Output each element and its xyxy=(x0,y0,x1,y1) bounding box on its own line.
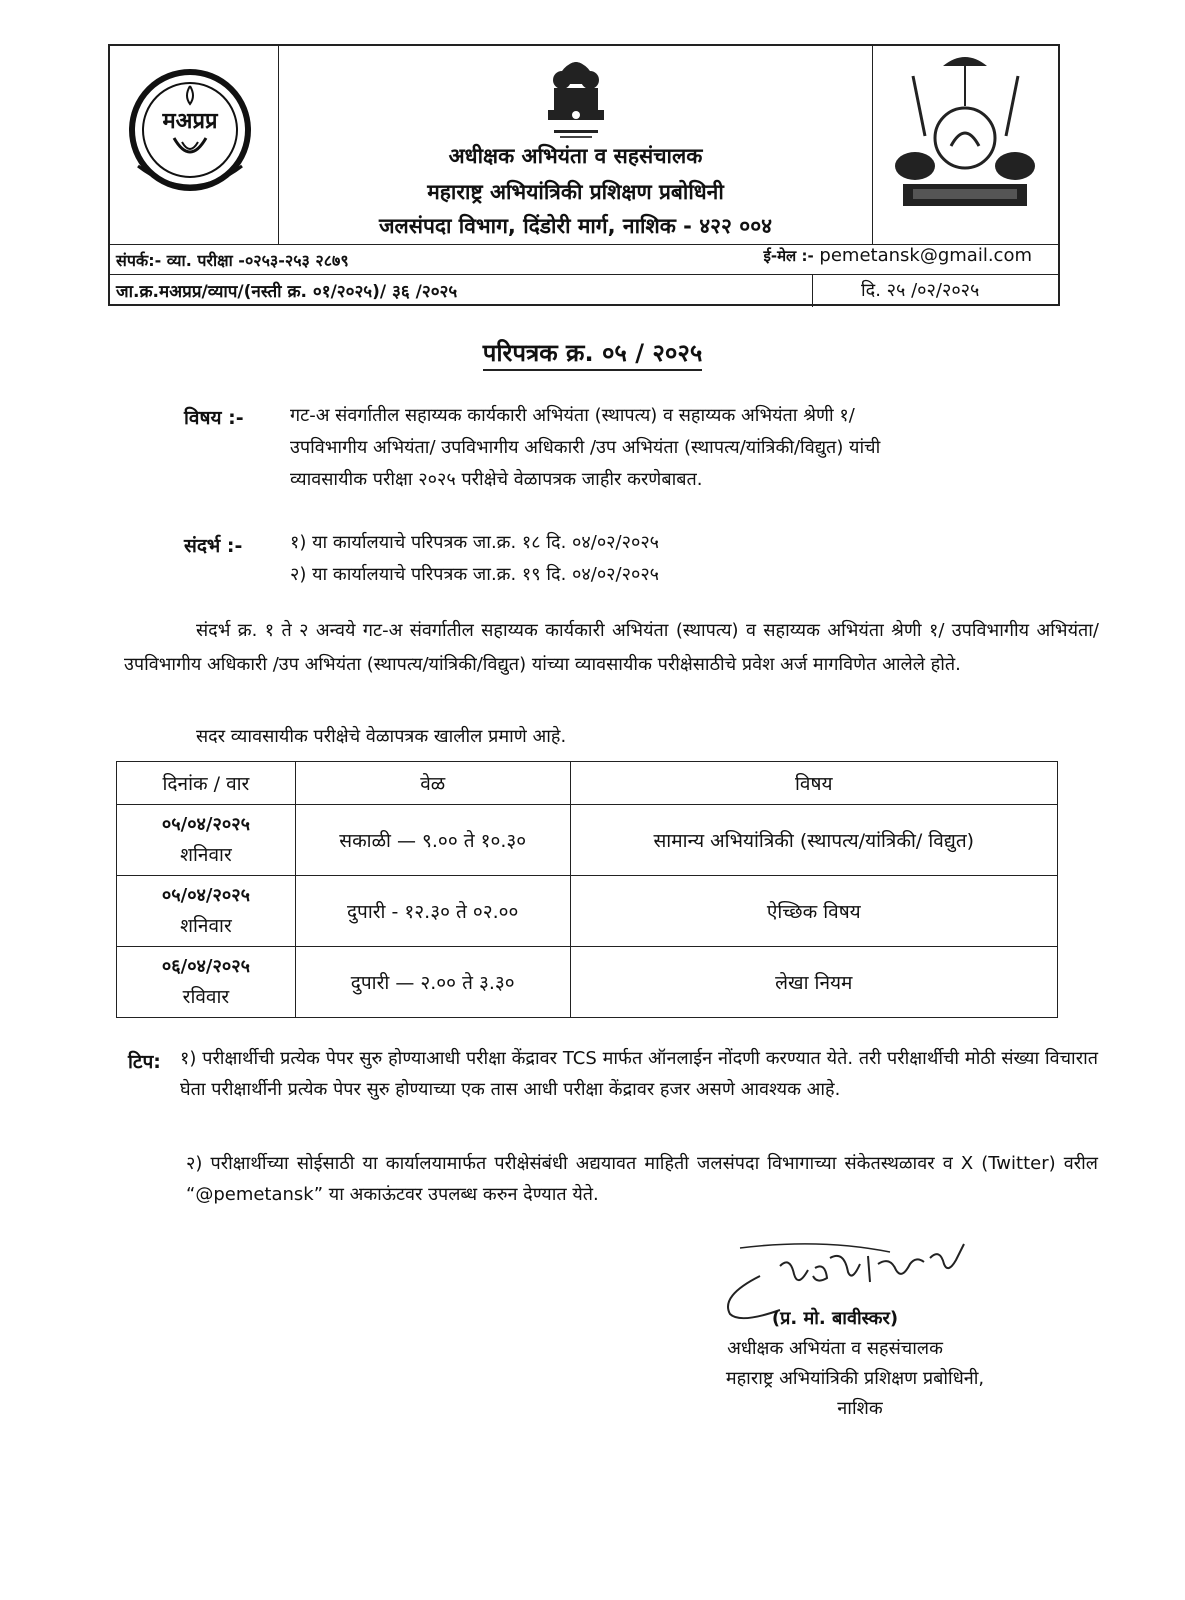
body-paragraph-1 xyxy=(124,614,1099,682)
note-label: टिप: xyxy=(128,1051,161,1073)
signatory-name: (प्र. मो. बावीस्कर) xyxy=(771,1308,899,1329)
letterhead-center xyxy=(278,46,873,244)
date-day-cell xyxy=(117,947,296,1018)
ashoka-emblem-icon xyxy=(526,50,626,144)
note-1: १) परीक्षार्थीची प्रत्येक पेपर सुरु होण्याआधी परीक्षा केंद्रावर TCS मार्फत ऑनलाईन नोंदणी करण्यात येते. तरी परीक्षार्थीची मोठी संख्या विचारात घेता परीक्षार्थीनी प्रत्येक पेपर सुरु होण्याच्या एक तास आधी परीक्षा केंद्रावर हजर असणे आवश्यक आहे. xyxy=(180,1048,1098,1100)
exam-time: सकाळी — ९.०० ते १०.३० xyxy=(295,805,570,876)
circular-title xyxy=(0,336,1185,369)
exam-day: शनिवार xyxy=(180,844,232,866)
exam-subject: सामान्य अभियांत्रिकी (स्थापत्य/यांत्रिकी/ विद्युत) xyxy=(570,805,1057,876)
exam-time: दुपारी - १२.३० ते ०२.०० xyxy=(295,876,570,947)
royal-seal-icon xyxy=(873,46,1058,244)
contact-email-row xyxy=(764,245,1033,266)
exam-day: रविवार xyxy=(182,986,230,1008)
table-row xyxy=(117,947,1058,1018)
table-row xyxy=(117,805,1058,876)
contact-phone: संपर्क:- व्या. परीक्षा -०२५३-२५३ २८७९ xyxy=(116,251,349,270)
exam-time: दुपारी — २.०० ते ३.३० xyxy=(295,947,570,1018)
exam-date: ०५/०४/२०२५ xyxy=(161,885,250,906)
right-logo-cell xyxy=(872,46,1058,244)
exam-subject: लेखा नियम xyxy=(570,947,1057,1018)
note-2: २) परीक्षार्थीच्या सोईसाठी या कार्यालयामार्फत परीक्षेसंबंधी अद्ययावत माहिती जलसंपदा विभागाच्या संकेतस्थळावर व X (Twitter) वरील “@pemetansk” या अकाऊंटवर उपलब्ध करुन देण्यात येते. xyxy=(186,1153,1098,1205)
letterhead-title-line3: जलसंपदा विभाग, दिंडोरी मार्ग, नाशिक - ४२२ ००४ xyxy=(378,214,773,238)
issue-date: दि. २५ /०२/२०२५ xyxy=(861,280,980,301)
exam-day: शनिवार xyxy=(180,915,232,937)
exam-subject: ऐच्छिक विषय xyxy=(570,876,1057,947)
body-paragraph-2: सदर व्यावसायीक परीक्षेचे वेळापत्रक खालील प्रमाणे आहे. xyxy=(196,726,567,747)
letterhead-title-line2: महाराष्ट्र अभियांत्रिकी प्रशिक्षण प्रबोधिनी xyxy=(427,180,724,204)
header-time: वेळ xyxy=(295,762,570,805)
circular-title-text: परिपत्रक क्र. ०५ / २०२५ xyxy=(483,339,703,371)
date-day-cell xyxy=(117,805,296,876)
letterhead-title-line1: अधीक्षक अभियंता व सहसंचालक xyxy=(448,144,703,168)
reference-label: संदर्भ :- xyxy=(184,535,243,557)
signatory-place: नाशिक xyxy=(837,1398,883,1419)
reference-item: २) या कार्यालयाचे परिपत्रक जा.क्र. १९ दि. ०४/०२/२०२५ xyxy=(290,564,660,585)
email-address[interactable]: pemetansk@gmail.com xyxy=(819,245,1032,266)
svg-text:मअप्रप्र: मअप्रप्र xyxy=(162,109,218,134)
header-date-day: दिनांक / वार xyxy=(117,762,296,805)
exam-schedule-table xyxy=(116,761,1058,1018)
subject-line: उपविभागीय अभियंता/ उपविभागीय अधिकारी /उप अभियंता (स्थापत्य/यांत्रिकी/विद्युत) यांची xyxy=(290,437,881,458)
signatory-designation: अधीक्षक अभियंता व सहसंचालक xyxy=(727,1338,943,1359)
table-header-row xyxy=(117,762,1058,805)
maprp-logo-icon xyxy=(110,46,278,244)
signatory-organization: महाराष्ट्र अभियांत्रिकी प्रशिक्षण प्रबोधिनी, xyxy=(725,1368,985,1389)
body-paragraph-1-lead: संदर्भ क्र. १ ते २ अन्वये गट-अ संवर्गातील सहाय्यक कार्यकारी अभियंता (स्थापत्य) व सहाय्यक अभियंता श्रेणी १/ xyxy=(196,620,945,641)
body-paragraph-1-rest: उपविभागीय अभियंता/ उपविभागीय अधिकारी /उप अभियंता (स्थापत्य/यांत्रिकी/विद्युत) यांच्या व्यावसायीक परीक्षेसाठीचे प्रवेश अर्ज मागविणेत आलेले होते. xyxy=(124,620,1099,675)
email-label: ई-मेल :- xyxy=(763,247,814,265)
table-row xyxy=(117,876,1058,947)
reference-item: १) या कार्यालयाचे परिपत्रक जा.क्र. १८ दि. ०४/०२/२०२५ xyxy=(290,532,660,553)
reference-number: जा.क्र.मअप्रप्र/व्याप/(नस्ती क्र. ०१/२०२५)/ ३६ /२०२५ xyxy=(116,282,458,302)
header-subject: विषय xyxy=(570,762,1057,805)
subject-line: गट-अ संवर्गातील सहाय्यक कार्यकारी अभियंता (स्थापत्य) व सहाय्यक अभियंता श्रेणी १/ xyxy=(290,405,855,426)
letterhead xyxy=(108,44,1060,306)
exam-date: ०५/०४/२०२५ xyxy=(161,814,250,835)
subject-line: व्यावसायीक परीक्षा २०२५ परीक्षेचे वेळापत्रक जाहीर करणेबाबत. xyxy=(290,469,703,490)
contact-row xyxy=(110,244,1058,275)
exam-date: ०६/०४/२०२५ xyxy=(161,956,250,977)
date-day-cell xyxy=(117,876,296,947)
date-cell xyxy=(812,275,1058,307)
subject-label: विषय :- xyxy=(184,407,244,429)
left-logo-cell xyxy=(110,46,279,244)
reference-row xyxy=(110,274,1058,307)
